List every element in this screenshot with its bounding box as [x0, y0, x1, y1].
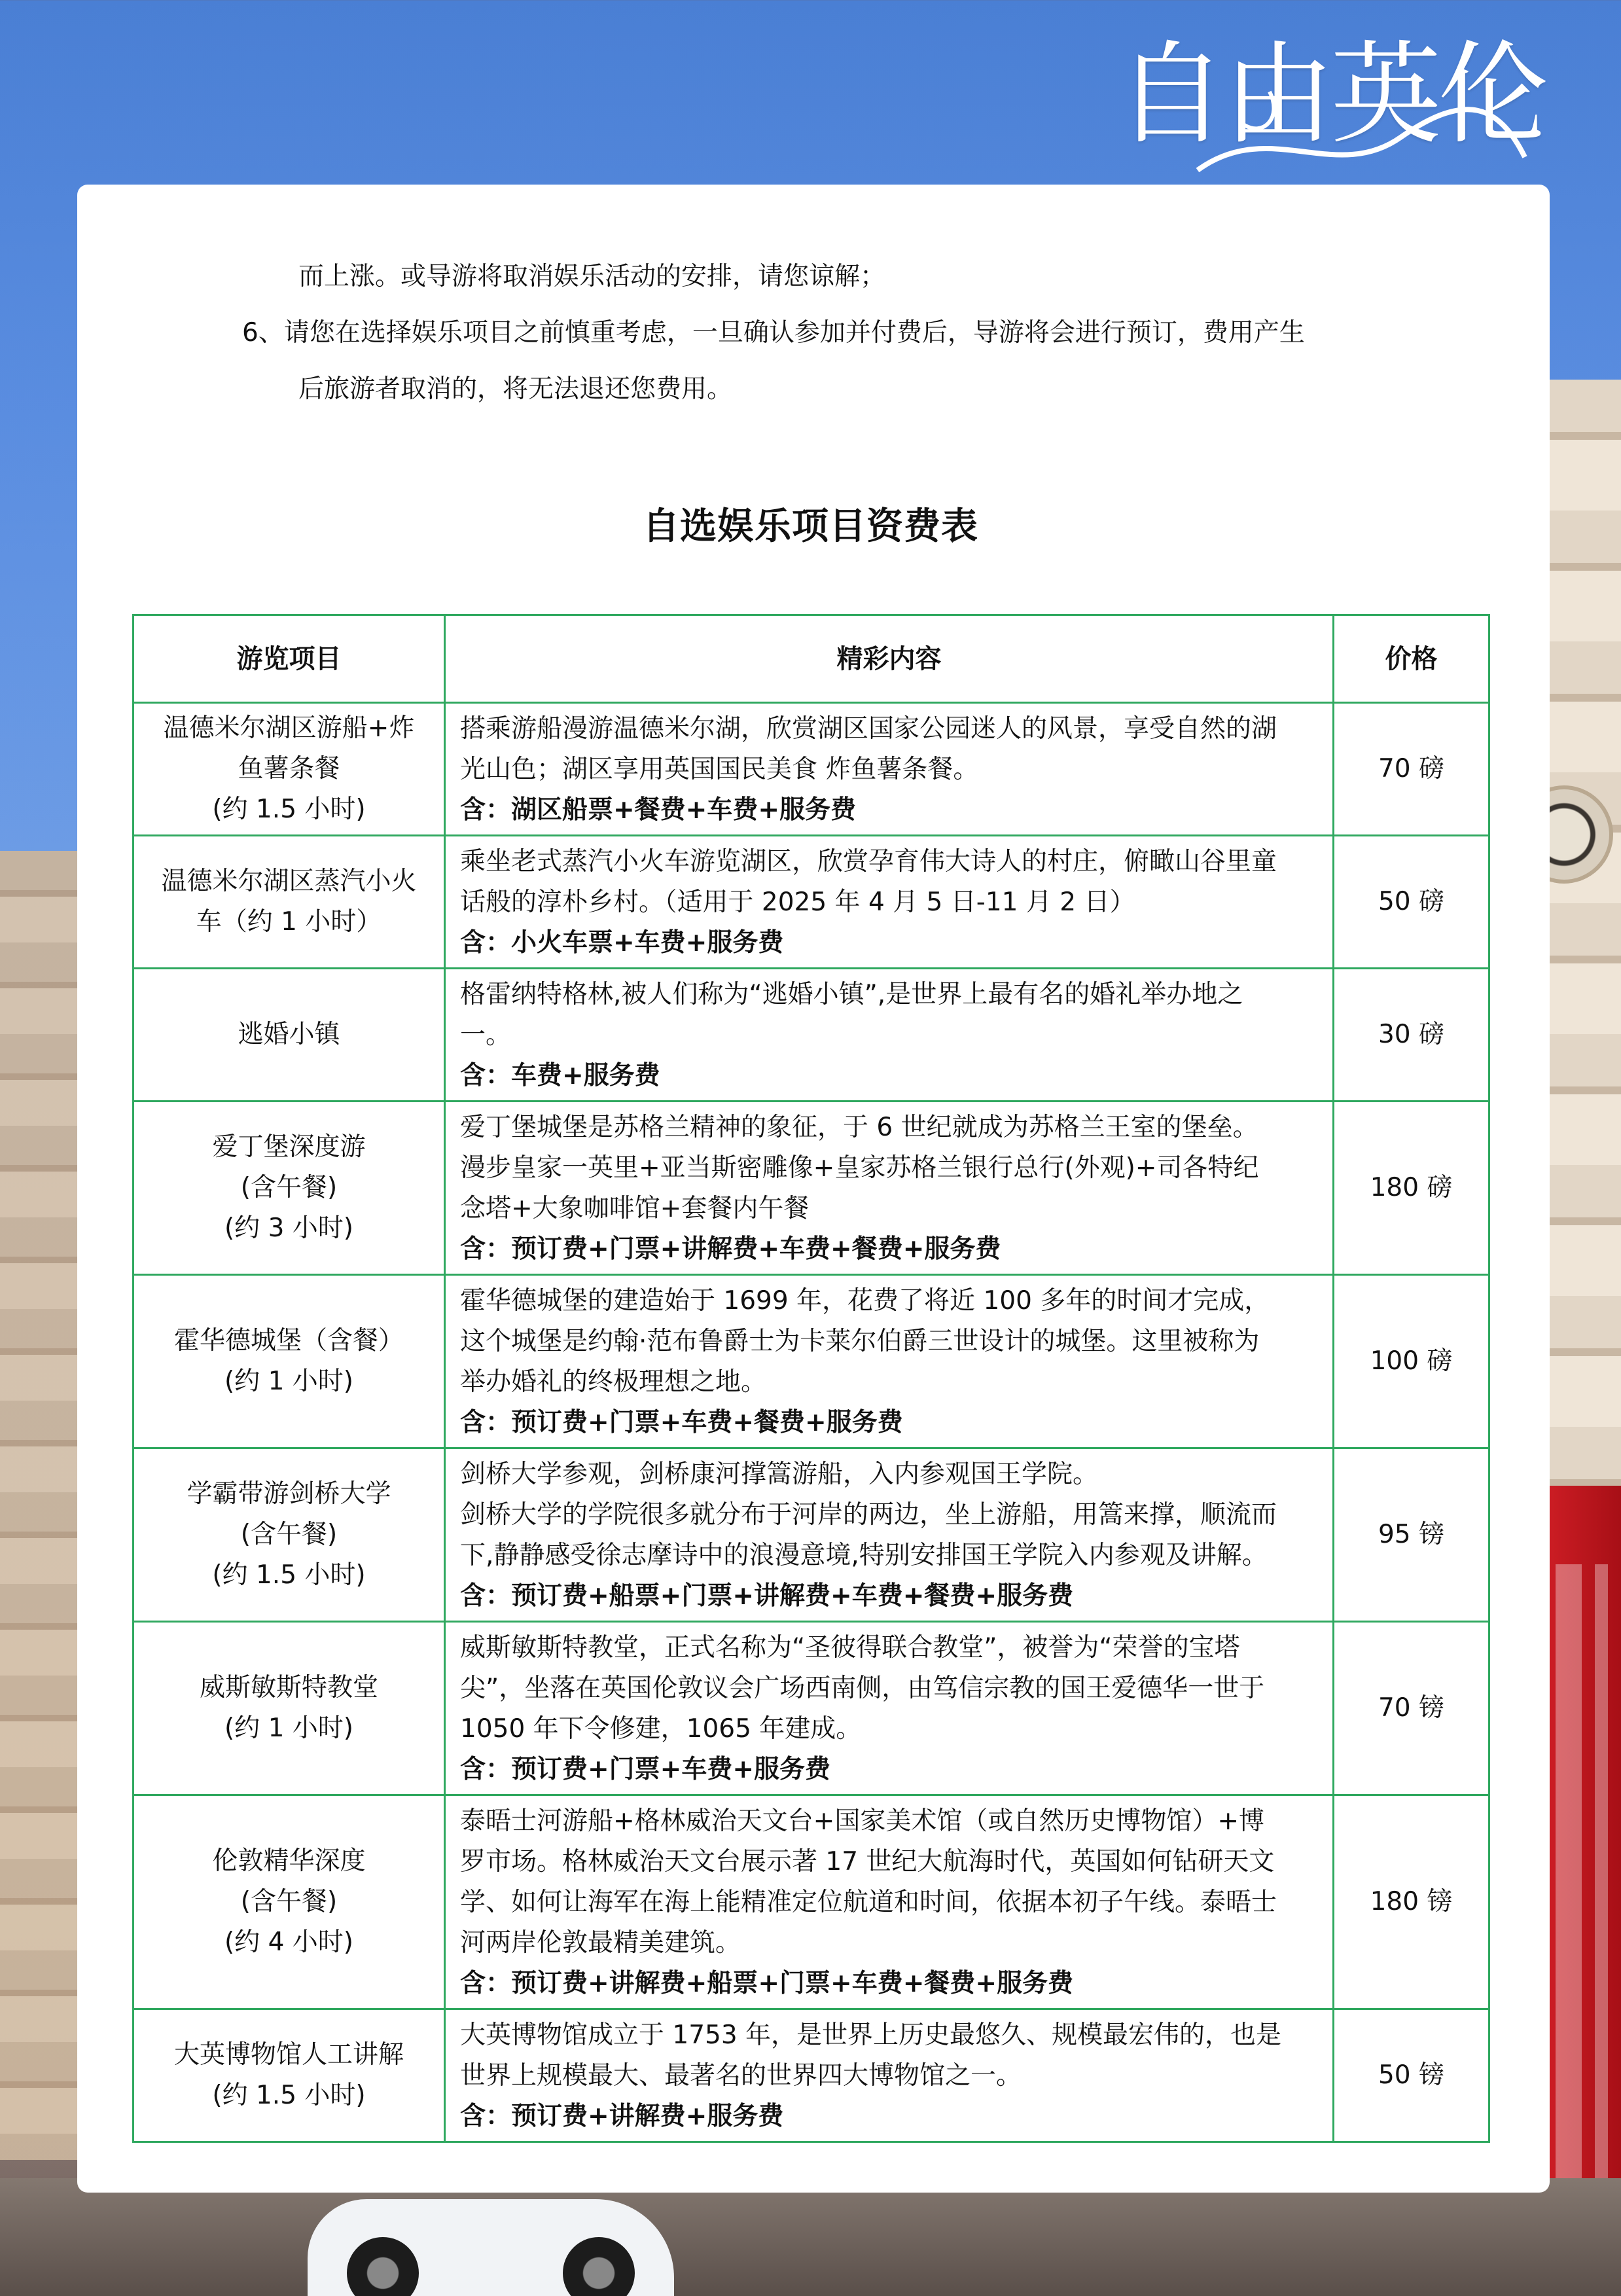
table-row [134, 1795, 1489, 2009]
includes-line: 含：预订费+讲解费+船票+门票+车费+餐费+服务费 [460, 1969, 1074, 1998]
cell-item [134, 1102, 445, 1275]
content-line: 一。 [460, 1020, 512, 1050]
content-line: 河两岸伦敦最精美建筑。 [460, 1928, 741, 1958]
content-line: 搭乘游船漫游温德米尔湖，欣赏湖区国家公园迷人的风景，享受自然的湖 [460, 714, 1277, 744]
includes-line: 含：预订费+门票+讲解费+车费+餐费+服务费 [460, 1234, 1001, 1264]
cell-price: 30 磅 [1334, 969, 1489, 1102]
table-row [134, 1448, 1489, 1622]
item-line: 温德米尔湖区蒸汽小火 [161, 867, 417, 896]
item-line: 霍华德城堡（含餐） [173, 1326, 404, 1355]
cell-content [445, 703, 1334, 836]
cell-item [134, 1622, 445, 1795]
header-price: 价格 [1334, 615, 1489, 703]
header-item: 游览项目 [134, 615, 445, 703]
content-line: 漫步皇家一英里+亚当斯密雕像+皇家苏格兰银行总行(外观)+司各特纪 [460, 1153, 1259, 1183]
item-line: (含午餐) [240, 1173, 338, 1202]
fee-table [132, 614, 1490, 2143]
content-line: 泰晤士河游船+格林威治天文台+国家美术馆（或自然历史博物馆）+博 [460, 1806, 1265, 1836]
item-line: (约 1 小时) [224, 1713, 354, 1743]
content-line: 剑桥大学的学院很多就分布于河岸的两边，坐上游船，用篙来撑，顺流而 [460, 1500, 1277, 1530]
includes-line: 含：预订费+门票+车费+服务费 [460, 1755, 831, 1784]
cell-content [445, 1448, 1334, 1622]
table-row [134, 1275, 1489, 1448]
item-line: (约 3 小时) [224, 1213, 354, 1243]
cell-item [134, 1275, 445, 1448]
cell-item [134, 1795, 445, 2009]
content-line: 光山色；湖区享用英国国民美食 炸鱼薯条餐。 [460, 755, 979, 784]
includes-line: 含：湖区船票+餐费+车费+服务费 [460, 795, 857, 825]
cell-item [134, 836, 445, 969]
table-row [134, 703, 1489, 836]
intro-line: 后旅游者取消的，将无法退还您费用。 [298, 374, 733, 404]
cell-item [134, 2009, 445, 2142]
cell-content [445, 836, 1334, 969]
brand-logo: 自由英伦 [1116, 30, 1546, 160]
item-line: 学霸带游剑桥大学 [187, 1479, 391, 1509]
item-line: (含午餐) [240, 1520, 338, 1549]
content-line: 1050 年下令修建，1065 年建成。 [460, 1714, 862, 1744]
item-line: (含午餐) [240, 1887, 338, 1916]
content-line: 这个城堡是约翰·范布鲁爵士为卡莱尔伯爵三世设计的城堡。这里被称为 [460, 1327, 1260, 1356]
content-line: 念塔+大象咖啡馆+套餐内午餐 [460, 1194, 810, 1223]
cell-price: 100 磅 [1334, 1275, 1489, 1448]
includes-line: 含：预订费+门票+车费+餐费+服务费 [460, 1408, 903, 1437]
table-row [134, 2009, 1489, 2142]
content-line: 学、如何让海军在海上能精准定位航道和时间，依据本初子午线。泰晤士 [460, 1888, 1277, 1917]
content-line: 尖”，坐落在英国伦敦议会广场西南侧，由笃信宗教的国王爱德华一世于 [460, 1674, 1265, 1703]
background-street [0, 2178, 1621, 2296]
cell-item [134, 969, 445, 1102]
content-line: 罗市场。格林威治天文台展示著 17 世纪大航海时代，英国如何钻研天文 [460, 1847, 1275, 1876]
content-line: 威斯敏斯特教堂，正式名称为“圣彼得联合教堂”，被誉为“荣誉的宝塔 [460, 1633, 1240, 1662]
background-taxi [308, 2199, 674, 2296]
page-title: 自选娱乐项目资费表 [643, 505, 978, 548]
table-row [134, 969, 1489, 1102]
content-line: 乘坐老式蒸汽小火车游览湖区，欣赏孕育伟大诗人的村庄，俯瞰山谷里童 [460, 847, 1277, 876]
item-line: 爱丁堡深度游 [212, 1132, 366, 1162]
item-line: 逃婚小镇 [238, 1020, 340, 1049]
content-line: 下,静静感受徐志摩诗中的浪漫意境,特别安排国王学院入内参观及讲解。 [460, 1541, 1268, 1570]
content-line: 剑桥大学参观，剑桥康河撑篙游船，入内参观国王学院。 [460, 1460, 1099, 1489]
intro-line: 6、请您在选择娱乐项目之前慎重考虑，一旦确认参加并付费后，导游将会进行预订，费用产生 [242, 318, 1305, 348]
intro-line: 而上涨。或导游将取消娱乐活动的安排，请您谅解； [298, 262, 886, 291]
includes-line: 含：车费+服务费 [460, 1061, 660, 1090]
item-line: 威斯敏斯特教堂 [199, 1673, 378, 1702]
cell-price: 70 镑 [1334, 1622, 1489, 1795]
item-line: 伦敦精华深度 [212, 1846, 366, 1876]
cell-price: 95 镑 [1334, 1448, 1489, 1622]
cell-content [445, 1622, 1334, 1795]
cell-content [445, 1275, 1334, 1448]
content-line: 爱丁堡城堡是苏格兰精神的象征，于 6 世纪就成为苏格兰王室的堡垒。 [460, 1113, 1258, 1142]
item-line: 鱼薯条餐 [238, 754, 340, 783]
table-row [134, 836, 1489, 969]
cell-content [445, 2009, 1334, 2142]
item-line: 车（约 1 小时） [196, 907, 382, 937]
cell-price: 180 镑 [1334, 1795, 1489, 2009]
includes-line: 含：预订费+船票+门票+讲解费+车费+餐费+服务费 [460, 1581, 1074, 1611]
cell-item [134, 703, 445, 836]
cell-price: 70 磅 [1334, 703, 1489, 836]
table-row [134, 1622, 1489, 1795]
content-line: 世界上规模最大、最著名的世界四大博物馆之一。 [460, 2061, 1022, 2090]
cell-content [445, 1795, 1334, 2009]
cell-price: 50 镑 [1334, 2009, 1489, 2142]
content-line: 大英博物馆成立于 1753 年，是世界上历史最悠久、规模最宏伟的，也是 [460, 2020, 1282, 2050]
cell-content [445, 969, 1334, 1102]
item-line: 大英博物馆人工讲解 [173, 2040, 404, 2070]
content-line: 格雷纳特格林,被人们称为“逃婚小镇”,是世界上最有名的婚礼举办地之 [460, 980, 1243, 1009]
content-line: 举办婚礼的终极理想之地。 [460, 1367, 767, 1397]
cell-content [445, 1102, 1334, 1275]
item-line: (约 1.5 小时) [212, 1560, 366, 1590]
item-line: 温德米尔湖区游船+炸 [163, 713, 415, 743]
item-line: (约 4 小时) [224, 1928, 354, 1957]
content-line: 话般的淳朴乡村。（适用于 2025 年 4 月 5 日-11 月 2 日） [460, 888, 1135, 917]
cell-item [134, 1448, 445, 1622]
table-row [134, 1102, 1489, 1275]
content-line: 霍华德城堡的建造始于 1699 年，花费了将近 100 多年的时间才完成， [460, 1286, 1270, 1316]
item-line: (约 1 小时) [224, 1367, 354, 1396]
includes-line: 含：预订费+讲解费+服务费 [460, 2102, 784, 2131]
intro-notes [242, 249, 1453, 418]
item-line: (约 1.5 小时) [212, 2081, 366, 2110]
table-header-row [134, 615, 1489, 703]
item-line: (约 1.5 小时) [212, 795, 366, 824]
header-content: 精彩内容 [445, 615, 1334, 703]
includes-line: 含：小火车票+车费+服务费 [460, 928, 784, 958]
cell-price: 180 磅 [1334, 1102, 1489, 1275]
cell-price: 50 磅 [1334, 836, 1489, 969]
